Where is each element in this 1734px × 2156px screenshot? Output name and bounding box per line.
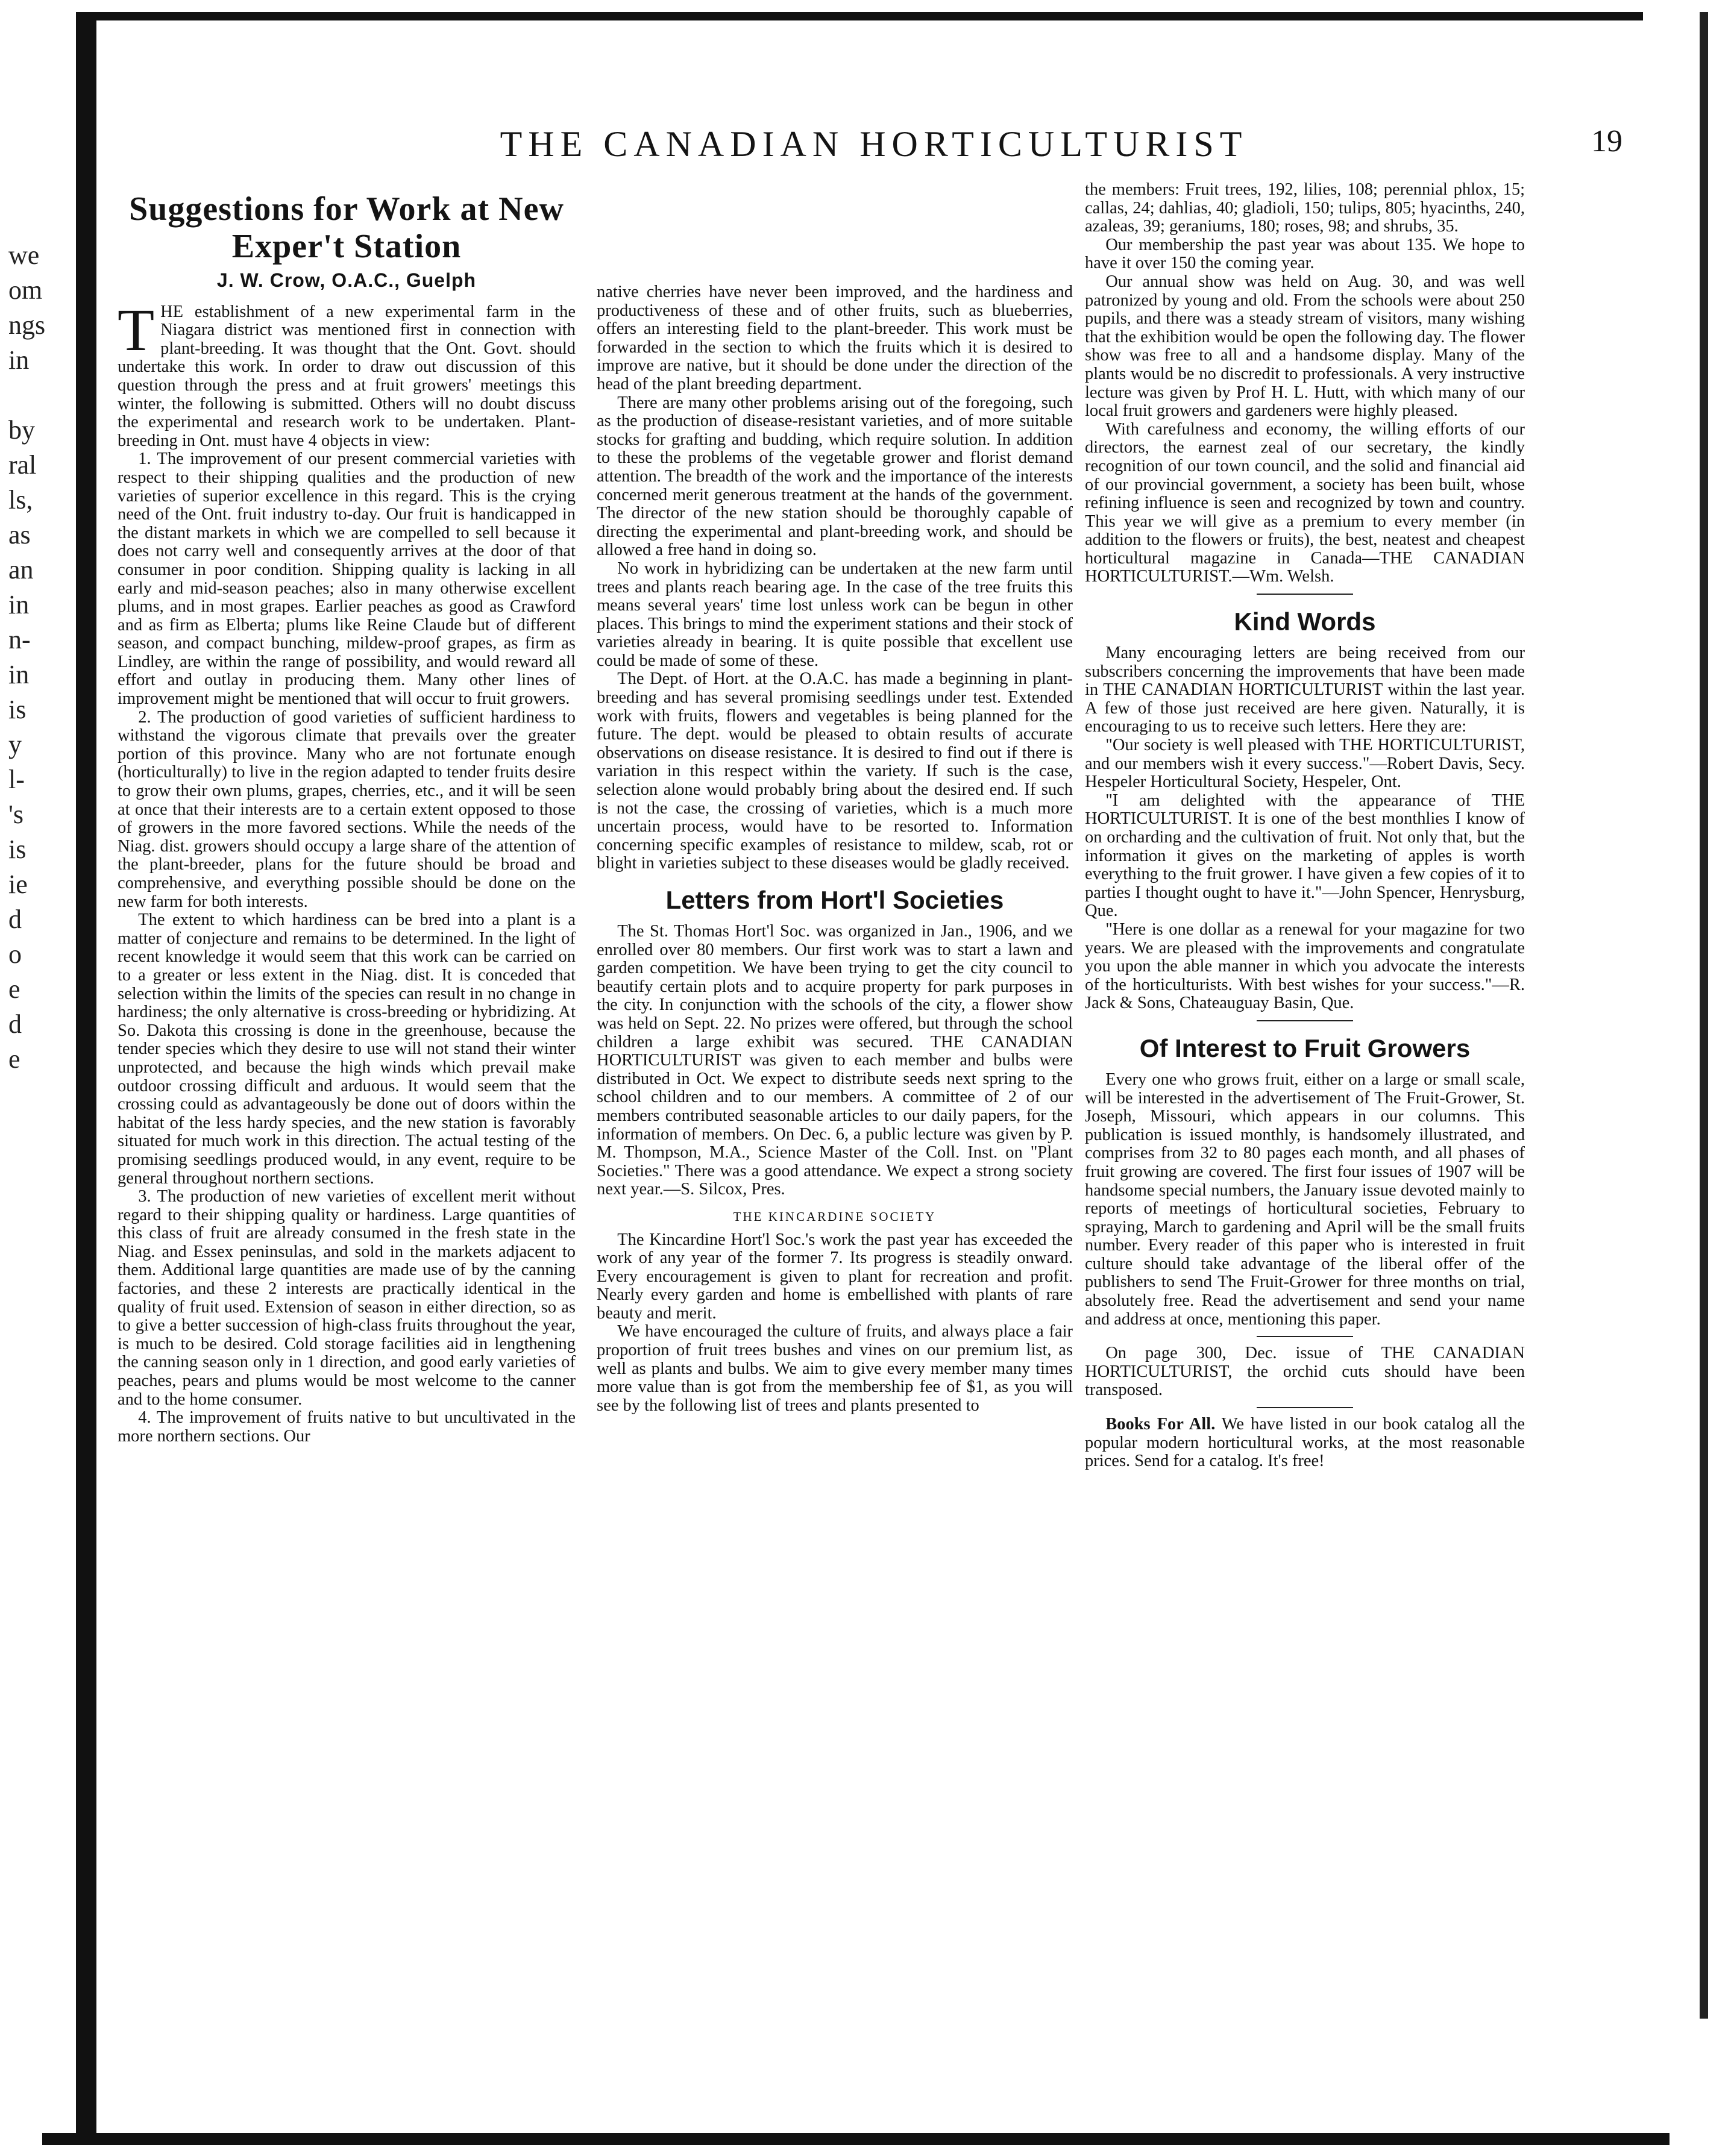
fragment-text: ls, xyxy=(8,485,33,515)
section-title: Letters from Hort'l Societies xyxy=(665,886,1004,914)
divider xyxy=(1257,1336,1353,1337)
paragraph: The extent to which hardiness can be bred into a plant is a matter of conjecture and remains to be determined. In the light of recent knowledge it would seem that this work can be carried on to a greater or less extent in the Niag. dist. It is conceded that selection within the limits of the species can result in no change in hardiness; the only alternative is cross-breeding or hybridizing. At So. Dakota this crossing is done in the greenhouse, because the tender species which they desire to use will not stand their winter unprotected, and because the high winds which prevail make outdoor crossing difficult and arduous. It would seem that the crossing could as advantageously be done out of doors within the habitat of the less hardy species, and the new station is favorably situated for much work in this direction. The actual testing of the promising seedlings produced would, in any event, require to be general throughout northern sections. xyxy=(118,910,576,1188)
notice-lead: Books For All. xyxy=(1105,1415,1216,1434)
paragraph: We have encouraged the culture of fruits, and always place a fair proportion of fruit trees bushes and vines on our premium list, as well as plants and bulbs. We aim to give every member many times more value than is got from the membership fee of $1, as you will see by the following list of trees and plants presented to xyxy=(597,1322,1073,1415)
paragraph: On page 300, Dec. issue of THE CANADIAN HORTICULTURIST, the orchid cuts should have been transposed. xyxy=(1085,1344,1525,1400)
paragraph: The St. Thomas Hort'l Soc. was organized in Jan., 1906, and we enrolled over 80 members. Our first work was to start a lawn and garden competition. We have been trying to get the city council to beautify certain plots and to acquire property for park purposes in the city. In conjunction with the schools of the city, a flower show was held on Sept. 22. No prizes were offered, but through the school children a large exhibit was secured. THE CANADIAN HORTICULTURIST was given to each member and bulbs were distributed in Oct. We expect to distribute seeds next spring to the school children and to our members. A committee of 2 of our members contributed seasonable articles to our daily papers, for the information of members. On Dec. 6, a public lecture was given by P. M. Thompson, M.A., Science Master of the Coll. Inst. on "Plant Societies." There was a good attendance. We expect a strong society next year.—S. Silcox, Pres. xyxy=(597,922,1073,1199)
fragment-text: om xyxy=(8,275,43,305)
paragraph: 3. The production of new varieties of excellent merit without regard to their shipping quality or hardiness. Large quantities of this class of fruit are already consumed in the fresh state in the Niag. and Essex peninsulas, and sold in the markets adjacent to them. Additional large quantities are made use of by the canning factories, and these 2 interests are practically identical in the quality of fruit used. Extension of season in either direction, so as to give a better succession of high-class fruits throughout the year, is much to be desired. Cold storage facilities aid in lengthening the canning season only in 1 direction, and good early varieties of peaches, pears and plums would be most welcome to the canner and to the home consumer. xyxy=(118,1187,576,1409)
adjacent-page-fragment xyxy=(0,0,72,2156)
paragraph: Every one who grows fruit, either on a large or small scale, will be interested in the advertisement of The Fruit-Grower, St. Joseph, Missouri, which appears in our columns. This publication is issued monthly, is handsomely illustrated, and comprises from 32 to 80 pages each month, and all phases of fruit growing are covered. The first four issues of 1907 will be handsome special numbers, the January issue devoted mainly to reports of meetings of horticultural societies, February to spraying, March to gardening and April will be the small fruits number. Every reader of this paper who is interested in fruit culture should take advantage of the liberal offer of the publishers to send The Fruit-Grower for three months on trial, absolutely free. Read the advertisement and send your name and address at once, mentioning this paper. xyxy=(1085,1070,1525,1329)
paragraph: The Kincardine Hort'l Soc.'s work the past year has exceeded the work of any year of the former 7. Its progress is steadily onward. Every encouragement is given to plant for recreation and profit. Nearly every garden and home is embellished with plants of rare beauty and merit. xyxy=(597,1230,1073,1323)
paragraph: the members: Fruit trees, 192, lilies, 108; perennial phlox, 15; callas, 24; dahlias, 40; gladioli, 150; tulips, 805; hyacinths, 240, azaleas, 39; geraniums, 180; roses, 98; and shrubs, 35. xyxy=(1085,180,1525,236)
fragment-text: ngs xyxy=(8,310,46,340)
paragraph: Our membership the past year was about 135. We hope to have it over 150 the coming year. xyxy=(1085,235,1525,273)
subheading: THE KINCARDINE SOCIETY xyxy=(733,1209,937,1224)
paragraph: There are many other problems arising out of the foregoing, such as the production of disease-resistant varieties, and of more suitable stocks for grafting and budding, which require solution. In addition to these the problems of the vegetable grower and florist demand attention. The breadth of the work and the importance of the interests concerned merit generous treatment at the hands of the government. The director of the new station should be thoroughly capable of directing the experimental and plant-breeding work, and should be allowed a free hand in doing so. xyxy=(597,393,1073,560)
divider xyxy=(1257,1407,1353,1408)
scan-border-top xyxy=(76,12,1643,20)
column-2 xyxy=(597,283,1073,1415)
paragraph: THE establishment of a new experimental farm in the Niagara district was mentioned first in connection with plant-breeding. It was thought that the Ont. Govt. should undertake this work. In order to draw out discussion of this question through the press and at fruit growers' meetings this winter, the following is submitted. Others will no doubt discuss the experimental and research work to be undertaken. Plant-breeding in Ont. must have 4 objects in view: xyxy=(118,296,576,450)
article-byline: J. W. Crow, O.A.C., Guelph xyxy=(216,269,477,291)
fragment-text: ral xyxy=(8,450,37,480)
paragraph: native cherries have never been improved, and the hardiness and productiveness of these and of other fruits, such as blueberries, offers an interesting field to the plant-breeder. This work must be forwarded in the section to which the fruits which it is desired to improve are native, but it should be done under the direction of the head of the plant breeding department. xyxy=(597,283,1073,393)
paragraph: With carefulness and economy, the willing efforts of our directors, the earnest zeal of our secretary, the kindly recognition of our town council, and the solid and financial aid of our provincial government, a society has been built, whose refining influence is seen and recognized by town and country. This year we will give as a premium to every member (in addition to the flowers or fruits), the best, neatest and cheapest horticultural magazine in Canada—THE CANADIAN HORTICULTURIST.—Wm. Welsh. xyxy=(1085,419,1525,586)
fragment-text: o xyxy=(8,939,22,969)
paragraph: "Here is one dollar as a renewal for your magazine for two years. We are pleased with the improvements and congratulate you upon the able manner in which you advocate the interests of the horticulturists. With best wishes for your success."—R. Jack & Sons, Chateauguay Basin, Que. xyxy=(1085,920,1525,1013)
paragraph: "Our society is well pleased with THE HORTICULTURIST, and our members wish it every success."—Robert Davis, Secy. Hespeler Horticultural Society, Hespeler, Ont. xyxy=(1085,736,1525,792)
fragment-text: l- xyxy=(8,765,25,794)
article-title: Suggestions for Work at New Exper't Station xyxy=(129,190,564,265)
fragment-text: in xyxy=(8,345,30,375)
section-title: Kind Words xyxy=(1234,607,1376,636)
paragraph: "I am delighted with the appearance of THE HORTICULTURIST. It is one of the best monthlies I know of on orcharding and the cultivation of fruit. Not only that, but the information it gives on the marketing of apples is worth everything to the fruit grower. I have given a few copies of it to parties I thought ought to have it."—John Spencer, Henrysburg, Que. xyxy=(1085,791,1525,921)
scan-border-bottom xyxy=(42,2133,1670,2145)
fragment-text: we xyxy=(8,240,40,270)
fragment-text: is xyxy=(8,695,27,724)
paragraph: Our annual show was held on Aug. 30, and was well patronized by young and old. From the schools were about 250 pupils, and there was a steady stream of visitors, many wishing that the exhibition would be open the following day. The flower show was free to all and a handsome display. Many of the plants would be no discredit to professionals. A very instructive lecture was given by Prof H. L. Hutt, with which many of our local fruit growers and gardeners were highly pleased. xyxy=(1085,272,1525,421)
paragraph: 1. The improvement of our present commercial varieties with respect to their shipping qualities and the production of new varieties of superior excellence in this regard. This is the crying need of the Ont. fruit industry to-day. Our fruit is handicapped in the distant markets in which we are compelled to sell because it does not carry well and consequently arrives at the door of that consumer in poor condition. Shipping quality is lacking in all early and mid-season peaches; also in many otherwise excellent plums, and in most grapes. Earlier peaches as good as Crawford and as firm as Elberta; plums like Reine Claude but of different season, and compact bunching, mildew-proof grapes, as firm as Lindley, are within the range of possibility, and would reward all effort and outlay in producing them. Many other lines of improvement might be mentioned that will occur to fruit growers. xyxy=(118,450,576,709)
divider xyxy=(1257,594,1353,595)
drop-cap: T xyxy=(118,296,155,363)
paragraph: The Dept. of Hort. at the O.A.C. has made a beginning in plant-breeding and has several promising seedlings under test. Extended work with fruits, flowers and vegetables is being planned for the future. The dept. would be pleased to obtain results of accurate observations on disease resistance. It is desired to find out if there is variation in this respect within the variety. If such is the case, selection alone would probably bring about the desired end. If such is not the case, the crossing of varieties, which is a much more uncertain process, would have to be resorted to. Information concerning specific examples of resistance to mildew, scab, rot or blight in varieties subject to these diseases would be gladly received. xyxy=(597,669,1073,873)
scan-border-right xyxy=(1700,12,1708,2019)
page-number: 19 xyxy=(1591,124,1622,158)
paragraph: No work in hybridizing can be undertaken at the new farm until trees and plants reach bearing age. In the case of the tree fruits this means several years' time lost unless work can be begun in other places. This brings to mind the experiment stations and their stock of varieties already in bearing. It is quite possible that excellent use could be made of some of these. xyxy=(597,559,1073,670)
fragment-text: n- xyxy=(8,625,31,654)
fragment-text: e xyxy=(8,1044,20,1074)
paragraph: 4. The improvement of fruits native to but uncultivated in the more northern sections. Our xyxy=(118,1408,576,1446)
fragment-text: in xyxy=(8,660,30,689)
divider xyxy=(1257,1020,1353,1021)
paragraph: 2. The production of good varieties of sufficient hardiness to withstand the vigorous climate that prevails over the greater portion of this province. Many who are not fortunate enough (horticulturally) to live in the region adapted to tender fruits desire to grow their own plums, grapes, cherries, etc., and it will be seen at once that their interests are to a certain extent opposed to those of growers in the more favored sections. While the needs of the Niag. dist. growers should occupy a large share of the attention of the plant-breeder, plans for the future should be broad and comprehensive, and everything possible should be done on the new farm for both interests. xyxy=(118,707,576,911)
running-title: THE CANADIAN HORTICULTURIST xyxy=(500,124,1248,164)
fragment-text xyxy=(0,378,72,413)
paragraph: Books For All. We have listed in our book catalog all the popular modern horticultural works, at the most reasonable prices. Send for a catalog. It's free! xyxy=(1085,1415,1525,1471)
fragment-text: 's xyxy=(8,800,24,829)
fragment-text: d xyxy=(8,904,22,934)
fragment-text: d xyxy=(8,1009,22,1039)
section-title: Of Interest to Fruit Growers xyxy=(1139,1033,1471,1062)
fragment-text: an xyxy=(8,555,34,584)
column-3 xyxy=(1085,181,1525,1471)
fragment-text: as xyxy=(8,520,31,550)
fragment-text: e xyxy=(8,974,20,1004)
fragment-text: y xyxy=(8,730,22,759)
fragment-text: ie xyxy=(8,870,28,899)
scan-border-left xyxy=(76,18,96,2139)
fragment-text: is xyxy=(8,835,27,864)
column-1 xyxy=(118,181,576,1446)
paragraph: Many encouraging letters are being received from our subscribers concerning the improvements that have been made in THE CANADIAN HORTICULTURIST within the last year. A few of those just received are here given. Naturally, it is encouraging to us to receive such letters. Here they are: xyxy=(1085,644,1525,736)
fragment-text: by xyxy=(8,415,35,445)
fragment-text: in xyxy=(8,590,30,619)
